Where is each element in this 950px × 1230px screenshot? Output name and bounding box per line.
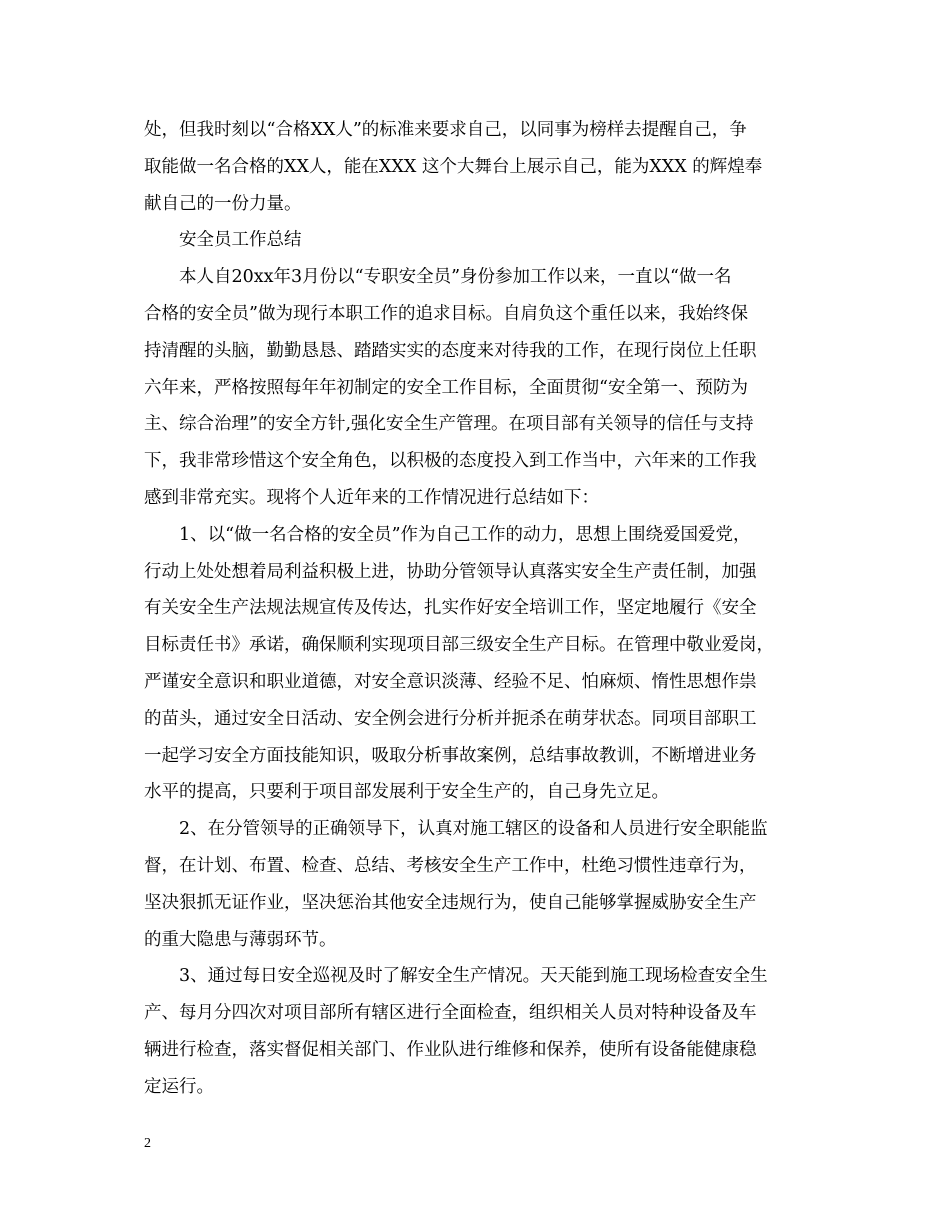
text-line: 处，但我时刻以“合格XX人”的标准来要求自己，以同事为榜样去提醒自己，争 xyxy=(144,120,747,140)
text-line: 六年来，严格按照每年年初制定的安全工作目标，全面贯彻“安全第一、预防为 xyxy=(144,377,748,398)
text-line: 持清醒的头脑，勤勤恳恳、踏踏实实的态度来对待我的工作，在现行岗位上任职 xyxy=(144,340,757,361)
text-line: 下，我非常珍惜这个安全角色，以积极的态度投入到工作当中，六年来的工作我 xyxy=(144,451,757,472)
text-line: 1、以“做一名合格的安全员”作为自己工作的动力，思想上围绕爱国爱党， xyxy=(179,524,751,545)
text-line: 一起学习安全方面技能知识，吸取分析事故案例，总结事故教训，不断增进业务 xyxy=(144,745,757,766)
text-line: 有关安全生产法规法规宣传及传达，扎实作好安全培训工作，坚定地履行《安全 xyxy=(144,598,757,619)
text-line: 坚决狠抓无证作业，坚决惩治其他安全违规行为，使自己能够掌握威胁安全生产 xyxy=(144,892,757,913)
text-line: 产、每月分四次对项目部所有辖区进行全面检查，组织相关人员对特种设备及车 xyxy=(144,1003,757,1024)
page-number: 2 xyxy=(144,1136,151,1151)
text-line: 本人自20xx年3月份以“专职安全员”身份参加工作以来，一直以“做一名 xyxy=(179,267,732,288)
text-line: 的苗头，通过安全日活动、安全例会进行分析并扼杀在萌芽状态。同项目部职工 xyxy=(144,708,757,729)
text-line: 定运行。 xyxy=(144,1076,214,1097)
text-line: 2、在分管领导的正确领导下，认真对施工辖区的设备和人员进行安全职能监 xyxy=(179,819,768,840)
document-body xyxy=(144,112,814,1106)
text-line: 的重大隐患与薄弱环节。 xyxy=(144,929,337,950)
text-line: 合格的安全员”做为现行本职工作的追求目标。自肩负这个重任以来，我始终保 xyxy=(144,303,748,324)
text-line: 献自己的一份力量。 xyxy=(144,193,302,214)
section-heading: 安全员工作总结 xyxy=(179,230,302,251)
text-line: 辆进行检查，落实督促相关部门、作业队进行维修和保养，使所有设备能健康稳 xyxy=(144,1039,757,1060)
text-line: 主、综合治理”的安全方针,强化安全生产管理。在项目部有关领导的信任与支持 xyxy=(144,414,754,435)
text-line: 感到非常充实。现将个人近年来的工作情况进行总结如下： xyxy=(144,487,599,508)
text-line: 督，在计划、布置、检查、总结、考核安全生产工作中，杜绝习惯性违章行为， xyxy=(144,855,757,876)
text-line: 3、通过每日安全巡视及时了解安全生产情况。天天能到施工现场检查安全生 xyxy=(179,966,768,987)
text-line: 水平的提高，只要利于项目部发展利于安全生产的，自己身先立足。 xyxy=(144,782,669,803)
text-line: 严谨安全意识和职业道德，对安全意识淡薄、经验不足、怕麻烦、惰性思想作祟 xyxy=(144,671,757,692)
text-line: 行动上处处想着局利益积极上进，协助分管领导认真落实安全生产责任制，加强 xyxy=(144,561,757,582)
text-line: 目标责任书》承诺，确保顺利实现项目部三级安全生产目标。在管理中敬业爱岗， xyxy=(144,635,774,656)
text-line: 取能做一名合格的XX人，能在XXX 这个大舞台上展示自己，能为XXX 的辉煌奉 xyxy=(144,156,763,177)
